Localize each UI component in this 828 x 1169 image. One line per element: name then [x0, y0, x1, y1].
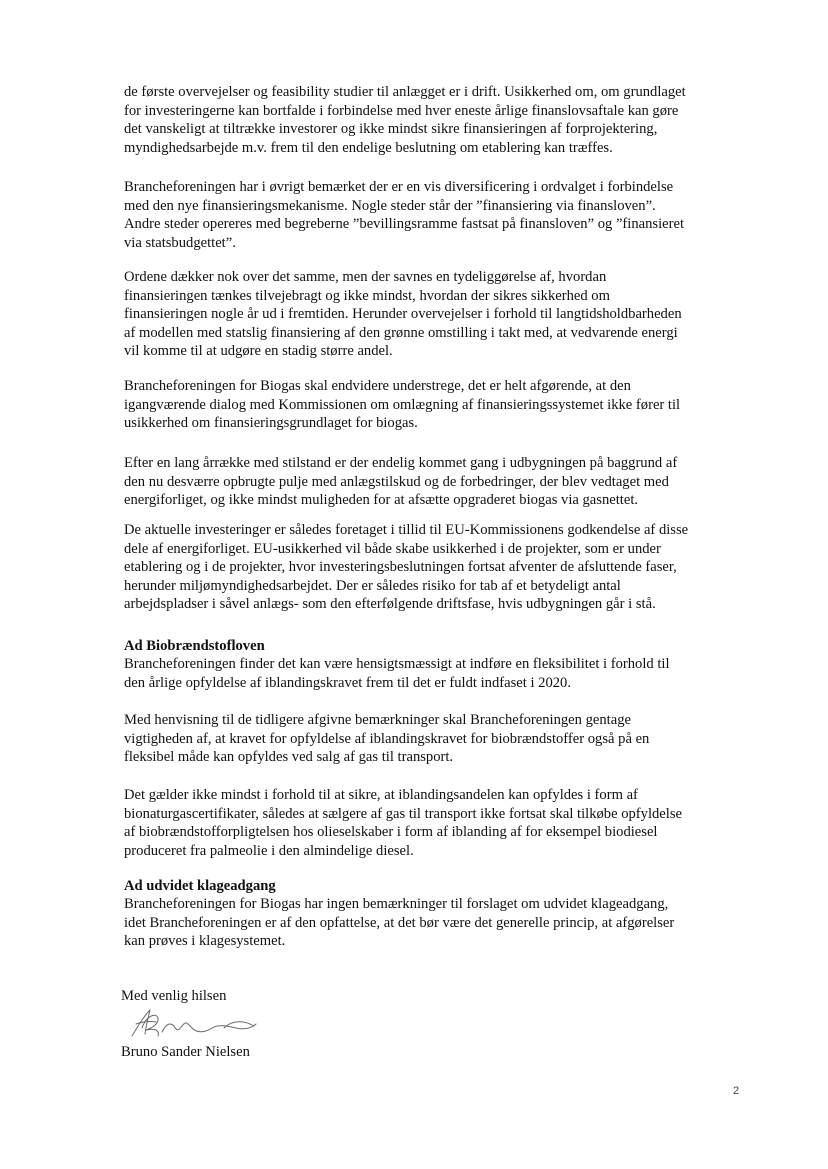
- section-heading-biobraendstofloven: Ad Biobrændstofloven: [124, 638, 265, 654]
- text-line: Andre steder opereres med begreberne ”bevillingsramme fastsat på finansloven” og ”finansieret: [124, 216, 685, 233]
- text-line: dele af energiforliget. EU-usikkerhed vil både skabe usikkerhed i de projekter, som er under: [124, 540, 661, 557]
- text-line: finansieringen tænkes tilvejebragt og ikke mindst, hvordan der sikres sikkerhed om: [124, 287, 610, 304]
- body-paragraph: [124, 786, 744, 860]
- body-paragraph: [124, 377, 744, 433]
- page-number: 2: [733, 1085, 740, 1097]
- text-line: vil komme til at udgøre en stadig større andel.: [124, 343, 393, 360]
- text-line: myndighedsarbejde m.v. frem til den endelige beslutning om etablering kan træffes.: [124, 139, 613, 156]
- text-line: Ordene dækker nok over det samme, men der savnes en tydeliggørelse af, hvordan: [124, 269, 607, 285]
- text-line: energiforliget, og ikke mindst muligheden for at afsætte opgraderet biogas via gasnettet.: [124, 492, 639, 509]
- text-line: den årlige opfyldelse af iblandingskravet frem til det er fuldt indfaset i 2020.: [124, 674, 571, 691]
- text-line: De aktuelle investeringer er således foretaget i tillid til EU-Kommissionens godkendelse af disse: [124, 522, 689, 538]
- text-line: med den nye finansieringsmekanisme. Nogle steder står der ”finansiering via finansloven”.: [124, 197, 656, 214]
- text-line: bionaturgascertifikater, således at sælgere af gas til transport ikke fortsat skal tilkøbe opfyldelse: [124, 805, 682, 822]
- body-paragraph: [124, 655, 744, 692]
- body-paragraph: [124, 895, 744, 951]
- body-paragraph: [124, 268, 744, 361]
- signer-name: Bruno Sander Nielsen: [121, 1044, 250, 1060]
- text-line: Brancheforeningen for Biogas har ingen bemærkninger til forslaget om udvidet klageadgang,: [124, 896, 669, 912]
- text-line: finansieringen nogle år ud i fremtiden. Herunder overvejelser i forhold til langtidsholdbarheden: [124, 306, 682, 323]
- text-line: de første overvejelser og feasibility studier til anlægget er i drift. Usikkerhed om, om grundlaget: [124, 84, 686, 100]
- body-paragraph: [124, 521, 744, 614]
- body-paragraph: [124, 178, 744, 252]
- text-line: idet Brancheforeningen er af den opfattelse, at det bør være det generelle princip, at afgørelser: [124, 914, 675, 931]
- body-paragraph: [124, 83, 744, 157]
- text-line: Det gælder ikke mindst i forhold til at sikre, at iblandingsandelen kan opfyldes i form af: [124, 787, 638, 803]
- text-line: af biobrændstofforpligtelsen hos olieselskaber i form af iblanding af for eksempel biodiesel: [124, 824, 658, 841]
- closing-greeting: Med venlig hilsen: [121, 988, 227, 1004]
- text-line: produceret fra palmeolie i den almindelige diesel.: [124, 842, 414, 859]
- text-line: herunder miljømyndighedsarbejdet. Der er således risiko for tab af et betydeligt antal: [124, 577, 621, 594]
- text-line: igangværende dialog med Kommissionen om omlægning af finansieringssystemet ikke fører til: [124, 396, 681, 413]
- text-line: vigtigheden af, at kravet for opfyldelse af iblandingskravet for biobrændstoffer også på en: [124, 730, 650, 747]
- text-line: usikkerhed om finansieringsgrundlaget for biogas.: [124, 415, 418, 432]
- text-line: Med henvisning til de tidligere afgivne bemærkninger skal Brancheforeningen gentage: [124, 712, 631, 728]
- section-heading-klageadgang: Ad udvidet klageadgang: [124, 878, 276, 894]
- text-line: for investeringerne kan bortfalde i forbindelse med hver eneste årlige finanslovsaftale kan gøre: [124, 102, 679, 119]
- text-line: Brancheforeningen finder det kan være hensigtsmæssigt at indføre en fleksibilitet i forhold til: [124, 656, 670, 672]
- text-line: af modellen med statslig finansiering af den grønne omstilling i takt med, at vedvarende energi: [124, 324, 678, 341]
- text-line: kan prøves i klagesystemet.: [124, 933, 286, 950]
- text-line: etablering og i de projekter, hvor investeringsbeslutningen fortsat afventer de afsluttende faser,: [124, 559, 677, 576]
- text-line: fleksibel måde kan opfyldes ved salg af gas til transport.: [124, 749, 454, 766]
- body-paragraph: [124, 711, 744, 767]
- handwritten-signature: [128, 1006, 258, 1038]
- body-paragraph: [124, 454, 744, 510]
- text-line: Efter en lang årrække med stilstand er der endelig kommet gang i udbygningen på baggrund af: [124, 455, 678, 471]
- text-line: den nu desværre opbrugte pulje med anlægstilskud og de forbedringer, der blev vedtaget med: [124, 473, 669, 490]
- text-line: det vanskeligt at tiltrække investorer og ikke mindst sikre finansieringen af forprojektering,: [124, 121, 658, 138]
- text-line: Brancheforeningen for Biogas skal endvidere understrege, det er helt afgørende, at den: [124, 378, 631, 394]
- text-line: Brancheforeningen har i øvrigt bemærket der er en vis diversificering i ordvalget i forbindelse: [124, 179, 674, 195]
- text-line: arbejdspladser i såvel anlægs- som den efterfølgende driftsfase, hvis udbygningen går i stå.: [124, 596, 656, 613]
- text-line: via statsbudgettet”.: [124, 234, 236, 251]
